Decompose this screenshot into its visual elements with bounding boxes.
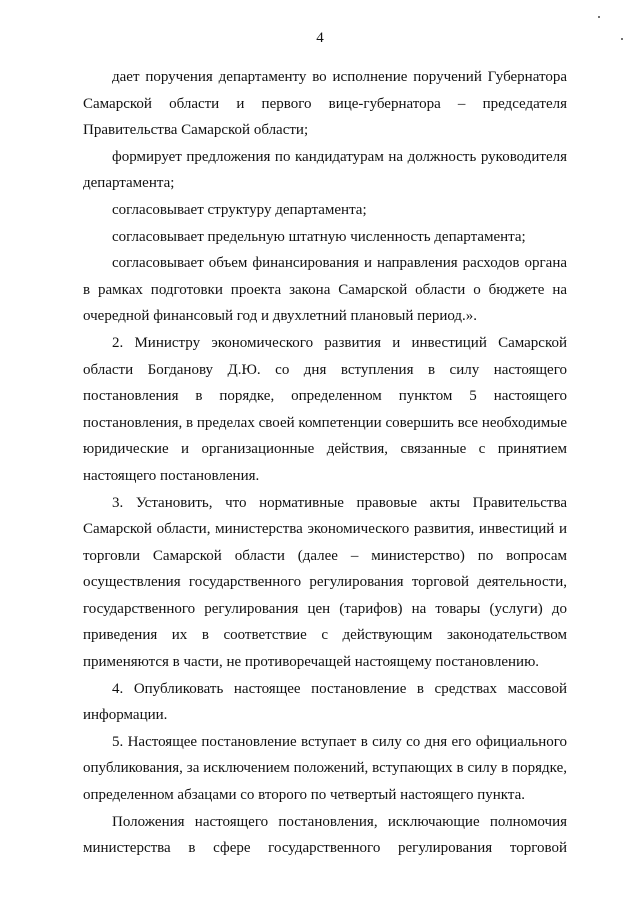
- paragraph: согласовывает предельную штатную численность департамента;: [112, 228, 526, 245]
- scan-speck: [598, 16, 600, 18]
- paragraph: согласовывает объем финансирования и направления расходов органа в рамках подготовки проекта закона Самарской области о бюджете на очередной финансовый год и двухлетний плановый период.».: [83, 255, 567, 325]
- paragraph: 3. Установить, что нормативные правовые акты Правительства Самарской области, министерства экономического развития, инвестиций и торговли Самарской области (далее – министерство) по вопросам осуществления государственного регулирования торговой деятельности, государственного регулирования цен (тарифов) на товары (услуги) до приведения их в соответствие с действующим законодательством применяются в части, не противоречащей настоящему постановлению.: [83, 494, 567, 671]
- paragraph: 2. Министру экономического развития и инвестиций Самарской области Богданову Д.Ю. со дня вступления в силу настоящего постановления в порядке, определенном пунктом 5 настоящего постановления, в пределах своей компетенции совершить все необходимые юридические и организационные действия, связанные с принятием настоящего постановления.: [83, 334, 567, 484]
- paragraph: формирует предложения по кандидатурам на должность руководителя департамента;: [83, 148, 567, 192]
- paragraph-continued: Положения настоящего постановления, исключающие полномочия министерства в сфере государственного регулирования торговой: [83, 813, 567, 857]
- paragraph: 4. Опубликовать настоящее постановление в средствах массовой информации.: [83, 680, 567, 724]
- paragraph: дает поручения департаменту во исполнение поручений Губернатора Самарской области и первого вице-губернатора – председателя Правительства Самарской области;: [83, 69, 567, 139]
- document-body: [83, 64, 567, 862]
- page-number: 4: [316, 30, 324, 46]
- paragraph: согласовывает структуру департамента;: [112, 201, 367, 218]
- paragraph: 5. Настоящее постановление вступает в силу со дня его официального опубликования, за исключением положений, вступающих в силу в порядке, определенном абзацами со второго по четвертый настоящего пункта.: [83, 733, 567, 804]
- scan-speck: [621, 38, 623, 40]
